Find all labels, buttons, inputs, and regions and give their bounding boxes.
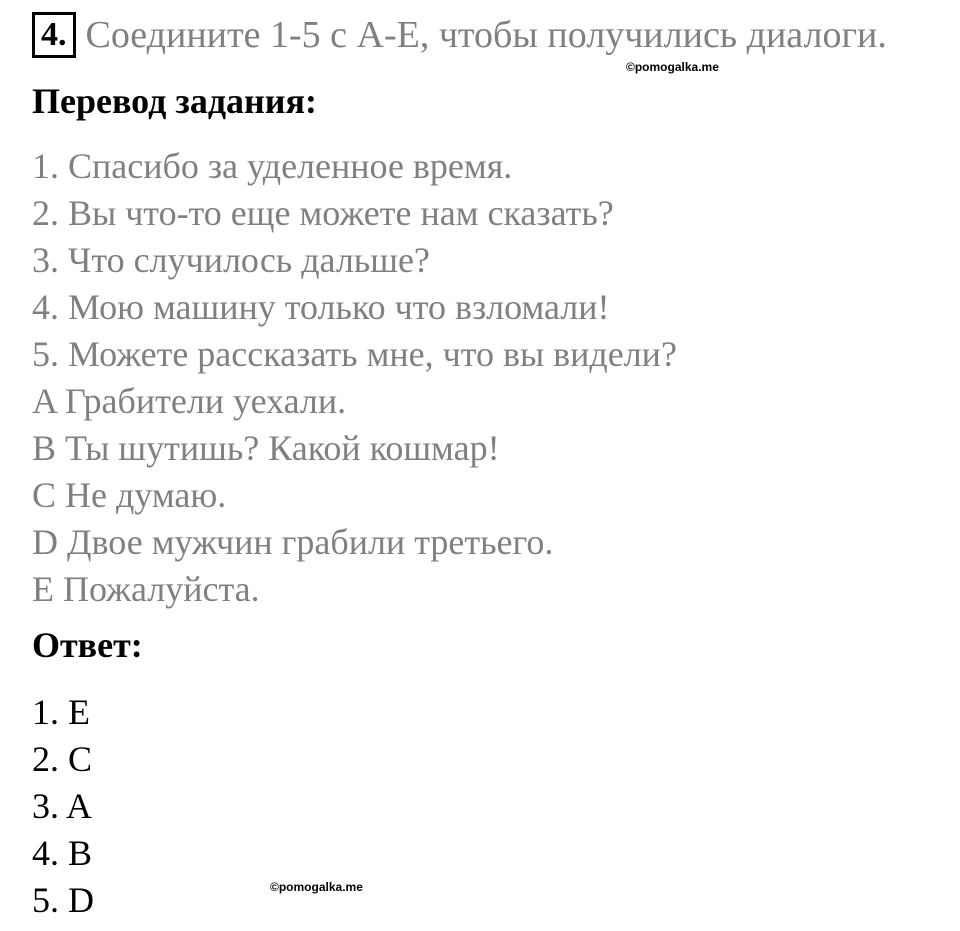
translation-line: 4. Мою машину только что взломали! [32, 287, 610, 327]
answer-list [32, 689, 94, 924]
translation-line: B Ты шутишь? Какой кошмар! [32, 428, 500, 468]
translation-line: E Пожалуйста. [32, 569, 260, 609]
translation-line: D Двое мужчин грабили третьего. [32, 522, 554, 562]
answer-line: 5. D [32, 880, 94, 920]
translation-title: Перевод задания: [32, 81, 317, 121]
translation-line: C Не думаю. [32, 475, 227, 515]
translation-line: 3. Что случилось дальше? [32, 240, 430, 280]
answer-line: 4. B [32, 833, 93, 873]
watermark-bottom: ©pomogalka.me [270, 880, 363, 894]
translation-line: A Грабители уехали. [32, 381, 347, 421]
answer-line: 3. A [32, 786, 93, 826]
answer-title: Ответ: [32, 625, 143, 665]
answer-line: 2. C [32, 739, 93, 779]
translation-line: 2. Вы что-то еще можете нам сказать? [32, 193, 614, 233]
translation-line: 5. Можете рассказать мне, что вы видели? [32, 334, 677, 374]
translation-list [32, 143, 677, 613]
task-header [32, 10, 887, 60]
task-instruction: Соедините 1-5 с A-E, чтобы получились диалоги. [85, 14, 887, 56]
watermark-top: ©pomogalka.me [626, 60, 719, 74]
translation-line: 1. Спасибо за уделенное время. [32, 146, 513, 186]
answer-line: 1. E [32, 692, 90, 732]
task-number-box: 4. [32, 12, 76, 58]
